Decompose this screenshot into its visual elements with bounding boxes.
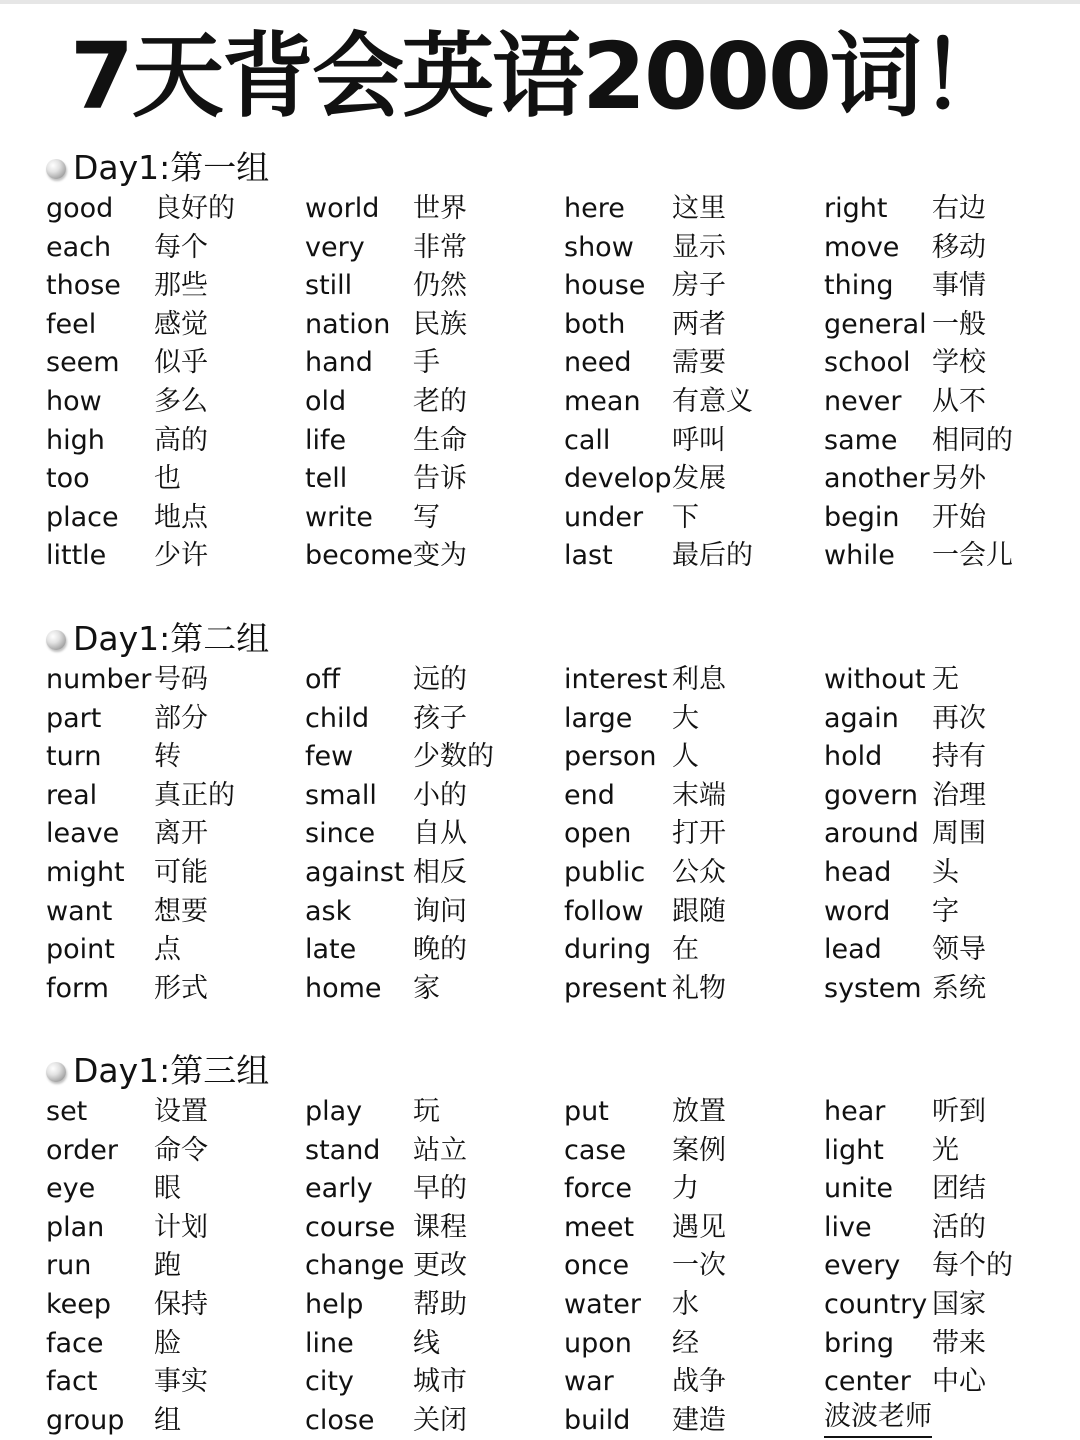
vocab-row bbox=[0, 1247, 1080, 1286]
english-word: small bbox=[305, 779, 377, 811]
chinese-meaning: 多么 bbox=[154, 386, 208, 417]
english-word: ask bbox=[305, 895, 352, 927]
chinese-meaning: 课程 bbox=[413, 1211, 467, 1243]
chinese-meaning: 国家 bbox=[932, 1289, 986, 1320]
english-word: center bbox=[824, 1366, 911, 1398]
english-word: place bbox=[46, 501, 119, 533]
english-word: old bbox=[305, 386, 347, 417]
english-word: tell bbox=[305, 463, 348, 495]
chinese-meaning: 形式 bbox=[154, 972, 208, 1004]
vocab-row bbox=[0, 1132, 1080, 1171]
english-word: need bbox=[564, 347, 632, 379]
chinese-meaning: 开始 bbox=[932, 501, 986, 533]
english-word: face bbox=[46, 1327, 104, 1359]
chinese-meaning: 离开 bbox=[154, 818, 208, 850]
english-word: too bbox=[46, 463, 90, 495]
vocab-row bbox=[0, 931, 1080, 970]
english-word: might bbox=[46, 857, 125, 888]
chinese-meaning: 真正的 bbox=[154, 779, 235, 811]
english-word: present bbox=[564, 972, 667, 1004]
english-word: last bbox=[564, 540, 613, 572]
chinese-meaning: 房子 bbox=[672, 270, 726, 302]
chinese-meaning: 大 bbox=[672, 702, 699, 734]
english-word: few bbox=[305, 741, 354, 773]
vocab-row bbox=[0, 460, 1080, 499]
chinese-meaning: 良好的 bbox=[154, 193, 235, 224]
english-word: begin bbox=[824, 501, 900, 533]
english-word: follow bbox=[564, 895, 644, 927]
english-word: school bbox=[824, 347, 911, 379]
english-word: live bbox=[824, 1211, 872, 1243]
english-word: run bbox=[46, 1250, 92, 1282]
vocab-row bbox=[0, 422, 1080, 461]
chinese-meaning: 显示 bbox=[672, 231, 726, 263]
english-word: home bbox=[305, 972, 382, 1004]
english-word: force bbox=[564, 1173, 632, 1205]
english-word: close bbox=[305, 1404, 375, 1436]
english-word: upon bbox=[564, 1327, 632, 1359]
section-heading bbox=[46, 146, 269, 190]
english-word: part bbox=[46, 702, 102, 734]
vocab-row bbox=[0, 267, 1080, 306]
chinese-meaning: 从不 bbox=[932, 386, 986, 417]
section-heading-label: Day1:第三组 bbox=[73, 1051, 270, 1090]
english-word: without bbox=[824, 664, 926, 695]
english-word: case bbox=[564, 1134, 627, 1166]
chinese-meaning: 事实 bbox=[154, 1366, 208, 1398]
english-word: city bbox=[305, 1366, 354, 1398]
chinese-meaning: 少数的 bbox=[413, 741, 494, 773]
chinese-meaning: 一般 bbox=[932, 308, 986, 340]
english-word: how bbox=[46, 386, 102, 417]
english-word: another bbox=[824, 463, 930, 495]
english-word: general bbox=[824, 308, 927, 340]
english-word: large bbox=[564, 702, 633, 734]
english-word: very bbox=[305, 231, 365, 263]
chinese-meaning: 另外 bbox=[932, 463, 986, 495]
english-word: system bbox=[824, 972, 922, 1004]
english-word: want bbox=[46, 895, 113, 927]
english-word: life bbox=[305, 424, 347, 456]
chinese-meaning: 礼物 bbox=[672, 972, 726, 1004]
vocab-row bbox=[0, 229, 1080, 268]
chinese-meaning: 末端 bbox=[672, 779, 726, 811]
english-word: country bbox=[824, 1289, 928, 1320]
english-word: head bbox=[824, 857, 892, 888]
chinese-meaning: 早的 bbox=[413, 1173, 467, 1205]
vocab-row bbox=[0, 190, 1080, 229]
chinese-meaning: 一次 bbox=[672, 1250, 726, 1282]
vocab-row bbox=[0, 700, 1080, 739]
english-word: put bbox=[564, 1096, 609, 1127]
vocab-row bbox=[0, 1286, 1080, 1325]
english-word: against bbox=[305, 857, 405, 888]
chinese-meaning: 右边 bbox=[932, 193, 986, 224]
chinese-meaning: 孩子 bbox=[413, 702, 467, 734]
chinese-meaning: 持有 bbox=[932, 741, 986, 773]
chinese-meaning: 家 bbox=[413, 972, 440, 1004]
chinese-meaning: 案例 bbox=[672, 1134, 726, 1166]
english-word: war bbox=[564, 1366, 614, 1398]
chinese-meaning: 手 bbox=[413, 347, 440, 379]
english-word: high bbox=[46, 424, 105, 456]
vocab-row bbox=[0, 661, 1080, 700]
english-word: public bbox=[564, 857, 646, 888]
english-word: lead bbox=[824, 934, 882, 966]
english-word: build bbox=[564, 1404, 631, 1436]
vocab-row bbox=[0, 499, 1080, 538]
chinese-meaning: 组 bbox=[154, 1404, 181, 1436]
chinese-meaning: 跑 bbox=[154, 1250, 181, 1282]
english-word: write bbox=[305, 501, 373, 533]
english-word: help bbox=[305, 1289, 364, 1320]
chinese-meaning: 远的 bbox=[413, 664, 467, 695]
chinese-meaning: 下 bbox=[672, 501, 699, 533]
english-word: become bbox=[305, 540, 414, 572]
chinese-meaning: 命令 bbox=[154, 1134, 208, 1166]
english-word: meet bbox=[564, 1211, 635, 1243]
bullet-icon bbox=[46, 1062, 66, 1082]
chinese-meaning: 最后的 bbox=[672, 540, 753, 572]
english-word: eye bbox=[46, 1173, 96, 1205]
vocab-row bbox=[0, 1209, 1080, 1248]
chinese-meaning: 听到 bbox=[932, 1096, 986, 1127]
english-word: late bbox=[305, 934, 357, 966]
vocab-row bbox=[0, 854, 1080, 893]
english-word: end bbox=[564, 779, 615, 811]
chinese-meaning: 关闭 bbox=[413, 1404, 467, 1436]
chinese-meaning: 建造 bbox=[672, 1404, 726, 1436]
vocab-row bbox=[0, 1170, 1080, 1209]
english-word: group bbox=[46, 1404, 125, 1436]
chinese-meaning: 告诉 bbox=[413, 463, 467, 495]
chinese-meaning: 光 bbox=[932, 1134, 959, 1166]
chinese-meaning: 需要 bbox=[672, 347, 726, 379]
chinese-meaning: 带来 bbox=[932, 1327, 986, 1359]
english-word: keep bbox=[46, 1289, 112, 1320]
chinese-meaning: 移动 bbox=[932, 231, 986, 263]
english-word: fact bbox=[46, 1366, 98, 1398]
chinese-meaning: 那些 bbox=[154, 270, 208, 302]
chinese-meaning: 团结 bbox=[932, 1173, 986, 1205]
chinese-meaning: 城市 bbox=[413, 1366, 467, 1398]
chinese-meaning: 仍然 bbox=[413, 270, 467, 302]
chinese-meaning: 也 bbox=[154, 463, 181, 495]
section-heading bbox=[46, 1049, 269, 1093]
chinese-meaning: 小的 bbox=[413, 779, 467, 811]
english-word: set bbox=[46, 1096, 88, 1127]
vocab-row bbox=[0, 970, 1080, 1009]
english-word: turn bbox=[46, 741, 102, 773]
chinese-meaning: 世界 bbox=[413, 193, 467, 224]
english-word: stand bbox=[305, 1134, 381, 1166]
english-word: point bbox=[46, 934, 115, 966]
chinese-meaning: 设置 bbox=[154, 1096, 208, 1127]
chinese-meaning: 有意义 bbox=[672, 386, 753, 417]
english-word: hold bbox=[824, 741, 883, 773]
english-word: right bbox=[824, 193, 888, 224]
english-word: while bbox=[824, 540, 895, 572]
chinese-meaning: 中心 bbox=[932, 1366, 986, 1398]
english-word: again bbox=[824, 702, 899, 734]
chinese-meaning: 头 bbox=[932, 857, 959, 888]
vocab-row bbox=[0, 815, 1080, 854]
english-word: good bbox=[46, 193, 114, 224]
chinese-meaning: 号码 bbox=[154, 664, 208, 695]
chinese-meaning: 高的 bbox=[154, 424, 208, 456]
english-word: form bbox=[46, 972, 109, 1004]
chinese-meaning: 保持 bbox=[154, 1289, 208, 1320]
chinese-meaning: 每个的 bbox=[932, 1250, 1013, 1282]
english-word: leave bbox=[46, 818, 120, 850]
top-divider bbox=[0, 0, 1080, 4]
chinese-meaning: 感觉 bbox=[154, 308, 208, 340]
chinese-meaning: 两者 bbox=[672, 308, 726, 340]
chinese-meaning: 这里 bbox=[672, 193, 726, 224]
chinese-meaning: 人 bbox=[672, 741, 699, 773]
english-word: line bbox=[305, 1327, 354, 1359]
chinese-meaning: 玩 bbox=[413, 1096, 440, 1127]
vocab-row bbox=[0, 383, 1080, 422]
english-word: govern bbox=[824, 779, 918, 811]
english-word: off bbox=[305, 664, 341, 695]
english-word: here bbox=[564, 193, 625, 224]
chinese-meaning: 帮助 bbox=[413, 1289, 467, 1320]
chinese-meaning: 写 bbox=[413, 501, 440, 533]
bullet-icon bbox=[46, 630, 66, 650]
english-word: course bbox=[305, 1211, 396, 1243]
english-word: person bbox=[564, 741, 657, 773]
chinese-meaning: 变为 bbox=[413, 540, 467, 572]
chinese-meaning: 在 bbox=[672, 934, 699, 966]
vocab-row bbox=[0, 738, 1080, 777]
chinese-meaning: 相反 bbox=[413, 857, 467, 888]
chinese-meaning: 放置 bbox=[672, 1096, 726, 1127]
vocab-row bbox=[0, 344, 1080, 383]
chinese-meaning: 部分 bbox=[154, 702, 208, 734]
chinese-meaning: 呼叫 bbox=[672, 424, 726, 456]
chinese-meaning: 民族 bbox=[413, 308, 467, 340]
chinese-meaning: 晚的 bbox=[413, 934, 467, 966]
chinese-meaning: 生命 bbox=[413, 424, 467, 456]
section-heading-label: Day1:第二组 bbox=[73, 619, 270, 658]
english-word: change bbox=[305, 1250, 405, 1282]
english-word: around bbox=[824, 818, 919, 850]
chinese-meaning: 询问 bbox=[413, 895, 467, 927]
chinese-meaning: 一会儿 bbox=[932, 540, 1013, 572]
chinese-meaning: 治理 bbox=[932, 779, 986, 811]
chinese-meaning: 经 bbox=[672, 1327, 699, 1359]
english-word: call bbox=[564, 424, 611, 456]
chinese-meaning: 水 bbox=[672, 1289, 699, 1320]
english-word: child bbox=[305, 702, 370, 734]
chinese-meaning: 想要 bbox=[154, 895, 208, 927]
chinese-meaning: 更改 bbox=[413, 1250, 467, 1282]
chinese-meaning: 力 bbox=[672, 1173, 699, 1205]
english-word: nation bbox=[305, 308, 391, 340]
chinese-meaning: 发展 bbox=[672, 463, 726, 495]
english-word: plan bbox=[46, 1211, 105, 1243]
chinese-meaning: 少许 bbox=[154, 540, 208, 572]
chinese-meaning: 遇见 bbox=[672, 1211, 726, 1243]
chinese-meaning: 事情 bbox=[932, 270, 986, 302]
chinese-meaning: 再次 bbox=[932, 702, 986, 734]
english-word: early bbox=[305, 1173, 373, 1205]
chinese-meaning: 利息 bbox=[672, 664, 726, 695]
english-word: every bbox=[824, 1250, 901, 1282]
chinese-meaning: 每个 bbox=[154, 231, 208, 263]
english-word: world bbox=[305, 193, 380, 224]
vocab-row bbox=[0, 893, 1080, 932]
chinese-meaning: 眼 bbox=[154, 1173, 181, 1205]
page-title: 7天背会英语2000词！ bbox=[69, 23, 1011, 130]
english-word: play bbox=[305, 1096, 363, 1127]
chinese-meaning: 活的 bbox=[932, 1211, 986, 1243]
chinese-meaning: 无 bbox=[932, 664, 959, 695]
chinese-meaning: 相同的 bbox=[932, 424, 1013, 456]
section-heading bbox=[46, 617, 269, 661]
english-word: open bbox=[564, 818, 632, 850]
english-word: once bbox=[564, 1250, 630, 1282]
chinese-meaning: 周围 bbox=[932, 818, 986, 850]
english-word: develop bbox=[564, 463, 672, 495]
english-word: little bbox=[46, 540, 107, 572]
chinese-meaning: 自从 bbox=[413, 818, 467, 850]
chinese-meaning: 计划 bbox=[154, 1211, 208, 1243]
chinese-meaning: 打开 bbox=[672, 818, 726, 850]
english-word: never bbox=[824, 386, 902, 417]
chinese-meaning: 公众 bbox=[672, 857, 726, 888]
english-word: light bbox=[824, 1134, 884, 1166]
author-signature: 波波老师 bbox=[824, 1398, 932, 1438]
vocab-row bbox=[0, 1093, 1080, 1132]
english-word: feel bbox=[46, 308, 97, 340]
chinese-meaning: 战争 bbox=[672, 1366, 726, 1398]
bullet-icon bbox=[46, 159, 66, 179]
chinese-meaning: 非常 bbox=[413, 231, 467, 263]
english-word: hand bbox=[305, 347, 373, 379]
english-word: those bbox=[46, 270, 121, 302]
chinese-meaning: 似乎 bbox=[154, 347, 208, 379]
english-word: seem bbox=[46, 347, 120, 379]
english-word: move bbox=[824, 231, 900, 263]
chinese-meaning: 点 bbox=[154, 934, 181, 966]
english-word: under bbox=[564, 501, 644, 533]
english-word: real bbox=[46, 779, 98, 811]
vocab-row bbox=[0, 306, 1080, 345]
section-heading-label: Day1:第一组 bbox=[73, 148, 270, 187]
english-word: both bbox=[564, 308, 626, 340]
english-word: bring bbox=[824, 1327, 894, 1359]
english-word: during bbox=[564, 934, 652, 966]
english-word: number bbox=[46, 664, 152, 695]
chinese-meaning: 可能 bbox=[154, 857, 208, 888]
chinese-meaning: 站立 bbox=[413, 1134, 467, 1166]
chinese-meaning: 老的 bbox=[413, 386, 467, 417]
english-word: hear bbox=[824, 1096, 886, 1127]
vocab-row bbox=[0, 1363, 1080, 1402]
chinese-meaning: 学校 bbox=[932, 347, 986, 379]
vocab-row bbox=[0, 1325, 1080, 1364]
chinese-meaning: 线 bbox=[413, 1327, 440, 1359]
english-word: interest bbox=[564, 664, 668, 695]
english-word: each bbox=[46, 231, 112, 263]
chinese-meaning: 系统 bbox=[932, 972, 986, 1004]
english-word: thing bbox=[824, 270, 894, 302]
chinese-meaning: 字 bbox=[932, 895, 959, 927]
english-word: order bbox=[46, 1134, 118, 1166]
english-word: still bbox=[305, 270, 353, 302]
chinese-meaning: 脸 bbox=[154, 1327, 181, 1359]
vocab-row bbox=[0, 537, 1080, 576]
english-word: word bbox=[824, 895, 891, 927]
english-word: show bbox=[564, 231, 634, 263]
english-word: house bbox=[564, 270, 646, 302]
chinese-meaning: 领导 bbox=[932, 934, 986, 966]
english-word: mean bbox=[564, 386, 641, 417]
english-word: since bbox=[305, 818, 376, 850]
chinese-meaning: 跟随 bbox=[672, 895, 726, 927]
english-word: same bbox=[824, 424, 898, 456]
english-word: water bbox=[564, 1289, 641, 1320]
vocab-row bbox=[0, 777, 1080, 816]
english-word: unite bbox=[824, 1173, 893, 1205]
chinese-meaning: 地点 bbox=[154, 501, 208, 533]
chinese-meaning: 转 bbox=[154, 741, 181, 773]
